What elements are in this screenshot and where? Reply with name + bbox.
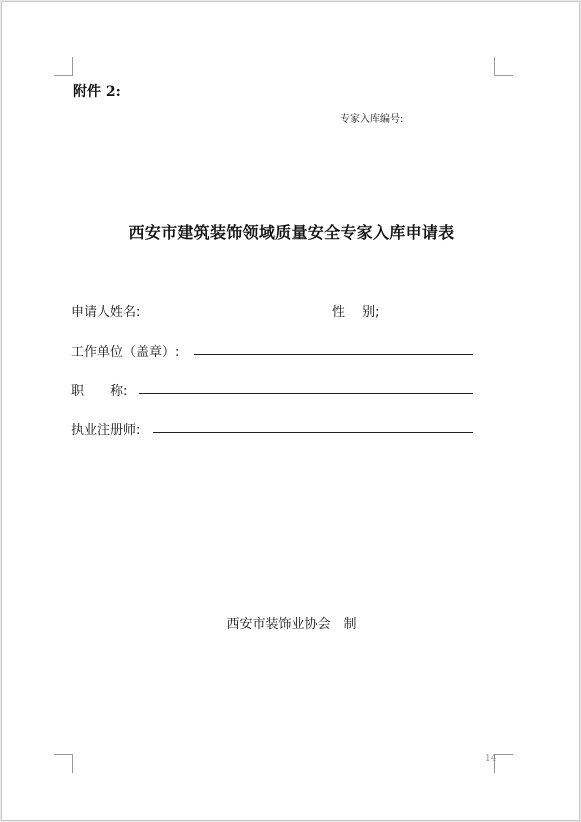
work-unit-label: 工作单位（盖章）: xyxy=(71,345,180,360)
job-title-label: 职 称: xyxy=(71,384,128,399)
applicant-name-label: 申请人姓名: xyxy=(71,305,141,320)
gender-label: 性 别; xyxy=(332,305,380,320)
crop-mark-bottom-right xyxy=(494,754,513,773)
document-page xyxy=(1,1,580,821)
job-title-input-line[interactable] xyxy=(139,393,473,394)
annex-label: 附件 2: xyxy=(73,84,121,100)
crop-mark-top-left xyxy=(54,57,73,76)
work-unit-input-line[interactable] xyxy=(194,354,473,355)
registered-practitioner-input-line[interactable] xyxy=(153,432,473,433)
footer-organization: 西安市装饰业协会 制 xyxy=(226,617,357,632)
registered-practitioner-label: 执业注册师: xyxy=(71,423,141,438)
form-title: 西安市建筑装饰领域质量安全专家入库申请表 xyxy=(128,223,455,242)
expert-number-label: 专家入库编号: xyxy=(340,114,404,125)
page-number: 14 xyxy=(485,754,497,764)
crop-mark-top-right xyxy=(494,57,513,76)
crop-mark-bottom-left xyxy=(54,754,73,773)
